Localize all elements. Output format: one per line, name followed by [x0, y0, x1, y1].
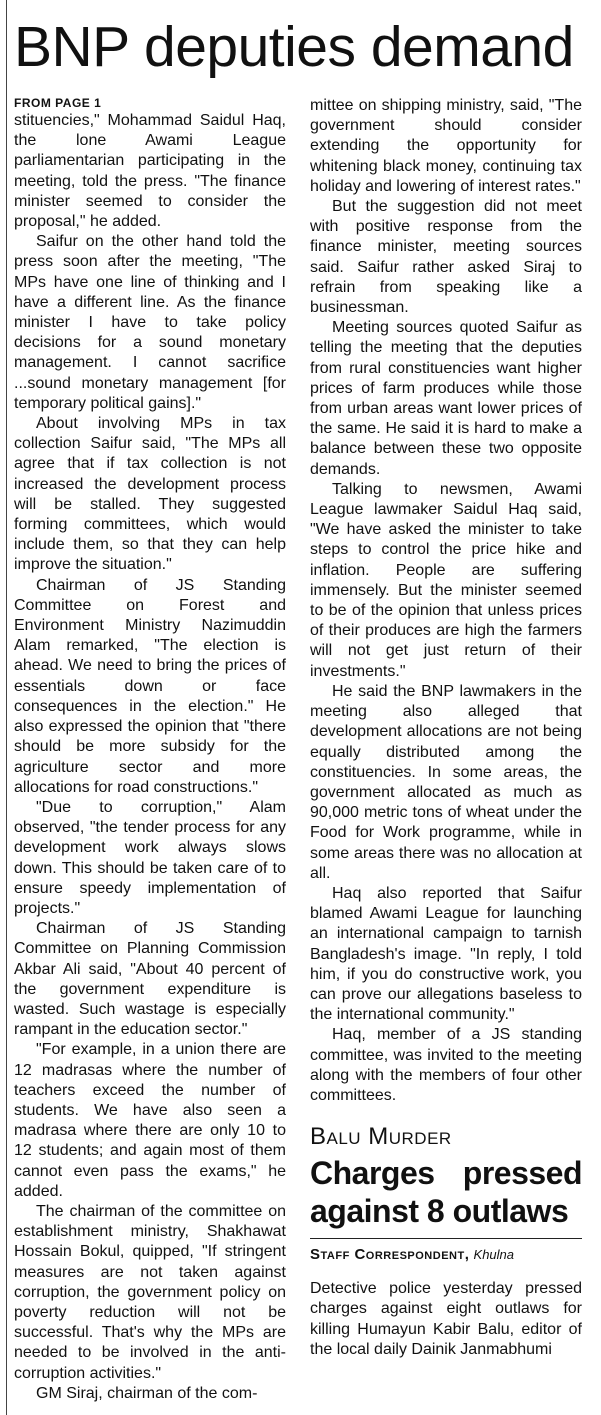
paragraph: But the suggestion did not meet with positive response from the finance minister, meeting sources said. Saifur rather asked Siraj to refrain from speaking like a businessman.	[310, 198, 582, 317]
paragraph: Haq also reported that Saifur blamed Awami League for launching an international campaign to tarnish Bangladesh's image. "In reply, I told him, if you do constructive work, you can prove our allegations baseless to the international community."	[310, 884, 582, 1024]
paragraph: Haq, member of a JS standing committee, was invited to the meeting along with the members of four other committees.	[310, 1026, 582, 1104]
paragraph: mittee on shipping ministry, said, "The government should consider extending the opportunity for whitening black money, continuing tax holiday and lowering of interest rates."	[310, 97, 582, 195]
paragraph: "For example, in a union there are 12 madrasas where the number of teachers exceed the number of students. We have also seen a madrasa where there are only 10 to 12 students; and again most of them cannot even pass the exams," he added.	[14, 1041, 286, 1200]
paragraph: Chairman of JS Standing Committee on Planning Commission Akbar Ali said, "About 40 percent of the government expenditure is wasted. Such wastage is especially rampant in the education sector."	[14, 920, 286, 1039]
paragraph: He said the BNP lawmakers in the meeting also alleged that development allocations are not being equally distributed among the constituencies. In some areas, the government allocated as much as 90,000 metric tons of wheat under the Food for Work programme, while in some areas there was no allocation at all.	[310, 682, 582, 882]
headline: BNP deputies demand	[14, 15, 574, 79]
paragraph: Saifur on the other hand told the press soon after the meeting, "The MPs have one line of thinking and I have a different line. As the finance minister I have to take policy decisions for a sound monetary management. I cannot sacrifice ...sound monetary management [for temporary political gains]."	[14, 233, 286, 412]
paragraph: stituencies," Mohammad Saidul Haq, the lone Awami League parliamentarian participating in the meeting, told the press. "The finance minister seemed to consider the proposal," he added.	[14, 112, 286, 231]
article-column-right	[310, 96, 582, 1360]
paragraph: Meeting sources quoted Saifur as telling the meeting that the deputies from rural constituencies want higher prices of farm produces while those from urban areas want lower prices of the same. He said it is hard to make a balance between these two opposite demands.	[310, 319, 582, 478]
paragraph: GM Siraj, chairman of the com-	[36, 1384, 258, 1402]
paragraph: The chairman of the committee on establishment ministry, Shakhawat Hossain Bokul, quipped, "If stringent measures are not taken against corruption, the government policy on poverty reduction will not be successful. That's why the MPs are needed to be involved in the anti-corruption activities."	[14, 1202, 286, 1382]
paragraph: Chairman of JS Standing Committee on Forest and Environment Ministry Nazimuddin Alam remarked, "The election is ahead. We need to bring the prices of essentials down or face consequences in the election." He also expressed the opinion that "there should be more subsidy for the agriculture sector and more allocations for road constructions."	[14, 576, 286, 796]
byline	[310, 1245, 582, 1265]
paragraph: Talking to newsmen, Awami League lawmaker Saidul Haq said, "We have asked the minister to take steps to control the price hike and inflation. People are suffering immensely. But the minister seemed to be of the opinion that unless prices of their produces are high the farmers will not get just return of their investments."	[310, 480, 582, 680]
byline-location: Khulna	[473, 1247, 515, 1263]
byline-rule	[310, 1238, 582, 1239]
story-headline: Charges pressed against 8 outlaws	[310, 1155, 582, 1230]
paragraph: About involving MPs in tax collection Saifur said, "The MPs all agree that if tax collection is not increased the development process will be stalled. They suggested forming committees, which would include them, so that they can help improve the situation."	[14, 415, 286, 574]
story-kicker: Balu Murder	[310, 1123, 452, 1151]
jump-line: FROM PAGE 1	[14, 96, 102, 110]
paragraph: "Due to corruption," Alam observed, "the tender process for any development work always slows down. This should be taken care of to ensure speedy implementation of projects."	[14, 798, 286, 917]
article-column-left	[14, 96, 286, 1404]
byline-name: Staff Correspondent,	[310, 1246, 470, 1264]
column-rule	[6, 0, 7, 1415]
story-lead: Detective police yesterday pressed charges against eight outlaws for killing Humayun Kabir Balu, editor of the local daily Dainik Janmabhumi	[310, 1280, 582, 1358]
